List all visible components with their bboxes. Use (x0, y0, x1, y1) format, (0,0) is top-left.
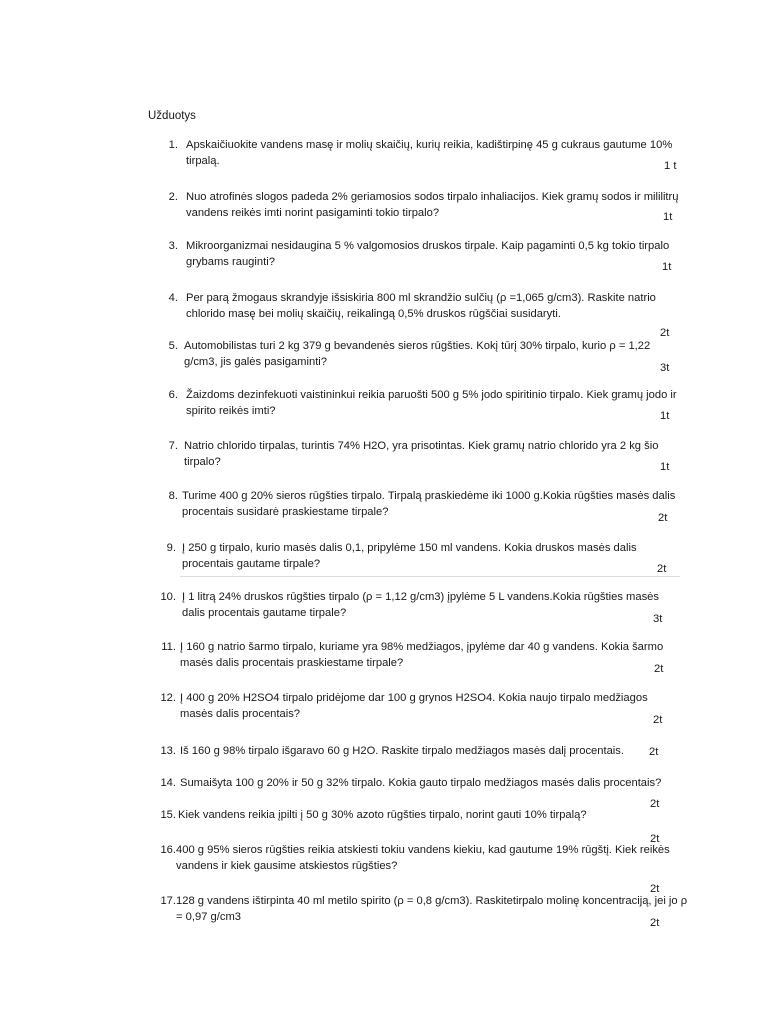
task-points: 1t (660, 410, 670, 422)
task-number: 2. (168, 191, 178, 203)
task-points: 2t (654, 663, 664, 675)
task-number: 8. (168, 490, 178, 502)
task-number: 1. (168, 139, 178, 151)
task-number: 10. (160, 591, 176, 603)
task-text: Žaizdoms dezinfekuoti vaistininkui reikia paruošti 500 g 5% jodo spiritinio tirpalo. Kiek gramų jodo ir spirito reikės imti? (186, 389, 677, 417)
task-text: Turime 400 g 20% sieros rūgšties tirpalo. Tirpalą praskiedėme iki 1000 g.Kokia rūgšties masės dalis procentais susidarė praskiestame tirpale? (182, 490, 676, 518)
task-points: 2t (650, 798, 660, 810)
task-text: Kiek vandens reikia įpilti į 50 g 30% azoto rūgšties tirpalo, norint gauti 10% tirpalą? (178, 809, 587, 821)
task-number: 16. (160, 844, 176, 856)
task-points: 2t (650, 883, 660, 895)
task-number: 12. (160, 692, 176, 704)
task-text: Mikroorganizmai nesidaugina 5 % valgomosios druskos tirpale. Kaip pagaminti 0,5 kg tokio tirpalo grybams rauginti? (186, 240, 670, 268)
task-number: 13. (160, 745, 176, 757)
task-number: 15. (160, 809, 176, 821)
task-text: Į 250 g tirpalo, kurio masės dalis 0,1, pripylėme 150 ml vandens. Kokia druskos masės dalis procentais gautame tirpale? (182, 542, 637, 570)
task-text: Iš 160 g 98% tirpalo išgaravo 60 g H2O. Raskite tirpalo medžiagos masės dalį procentais. (180, 745, 624, 757)
task-text: Apskaičiuokite vandens masę ir molių skaičių, kurių reikia, kadištirpinę 45 g cukraus gautume 10% tirpalą. (186, 139, 673, 167)
task-text: 400 g 95% sieros rūgšties reikia atskiesti tokiu vandens kiekiu, kad gautume 19% rūgštį. Kiek reikės vandens ir kiek gausime atskiestos rūgšties? (176, 844, 670, 872)
page-title: Užduotys (148, 110, 196, 122)
scan-artifact-line (180, 576, 680, 577)
task-points: 3t (660, 362, 670, 374)
task-text: Į 160 g natrio šarmo tirpalo, kuriame yra 98% medžiagos, įpylėme dar 40 g vandens. Kokia šarmo masės dalis procentais praskiestame tirpale? (180, 641, 664, 669)
task-number: 6. (168, 389, 178, 401)
task-number: 9. (166, 542, 176, 554)
task-points: 2t (650, 917, 660, 929)
task-points: 2t (650, 833, 660, 845)
task-text: Į 1 litrą 24% druskos rūgšties tirpalo (ρ = 1,12 g/cm3) įpylėme 5 L vandens.Kokia rūgšties masės dalis procentais gautame tirpale? (182, 591, 659, 619)
task-number: 7. (168, 440, 178, 452)
task-points: 1 t (664, 160, 677, 172)
task-points: 1t (662, 261, 672, 273)
task-number: 5. (168, 340, 178, 352)
task-text: 128 g vandens ištirpinta 40 ml metilo spirito (ρ = 0,8 g/cm3). Raskitetirpalo molinę koncentraciją, jei jo ρ = 0,97 g/cm3 (176, 895, 688, 923)
task-number: 14. (160, 777, 176, 789)
task-number: 11. (161, 641, 176, 653)
task-points: 2t (649, 746, 659, 758)
task-text: Į 400 g 20% H2SO4 tirpalo pridėjome dar 100 g grynos H2SO4. Kokia naujo tirpalo medžiagos masės dalis procentais? (180, 692, 648, 720)
task-points: 3t (653, 613, 663, 625)
task-number: 4. (168, 292, 178, 304)
task-text: Per parą žmogaus skrandyje išsiskiria 800 ml skrandžio sulčių (ρ =1,065 g/cm3). Raskite natrio chlorido masę bei molių skaičių, reikalingą 0,5% druskos rūgščiai susidaryti. (186, 292, 656, 320)
task-points: 2t (660, 327, 670, 339)
task-points: 1t (660, 461, 670, 473)
task-points: 1t (663, 211, 673, 223)
task-text: Natrio chlorido tirpalas, turintis 74% H2O, yra prisotintas. Kiek gramų natrio chlorido yra 2 kg šio tirpalo? (184, 440, 659, 468)
task-number: 17. (160, 895, 176, 907)
task-points: 2t (658, 512, 668, 524)
task-points: 2t (653, 714, 663, 726)
task-points: 2t (657, 563, 667, 575)
task-text: Nuo atrofinės slogos padeda 2% geriamosios sodos tirpalo inhaliacijos. Kiek gramų sodos ir mililitrų vandens reikės imti norint pasigaminti tokio tirpalo? (186, 191, 679, 219)
task-number: 3. (168, 240, 178, 252)
task-text: Automobilistas turi 2 kg 379 g bevandenės sieros rūgšties. Kokį tūrį 30% tirpalo, kurio ρ = 1,22 g/cm3, jis galės pasigaminti? (184, 340, 651, 368)
task-text: Sumaišyta 100 g 20% ir 50 g 32% tirpalo. Kokia gauto tirpalo medžiagos masės dalis procentais? (180, 777, 662, 789)
